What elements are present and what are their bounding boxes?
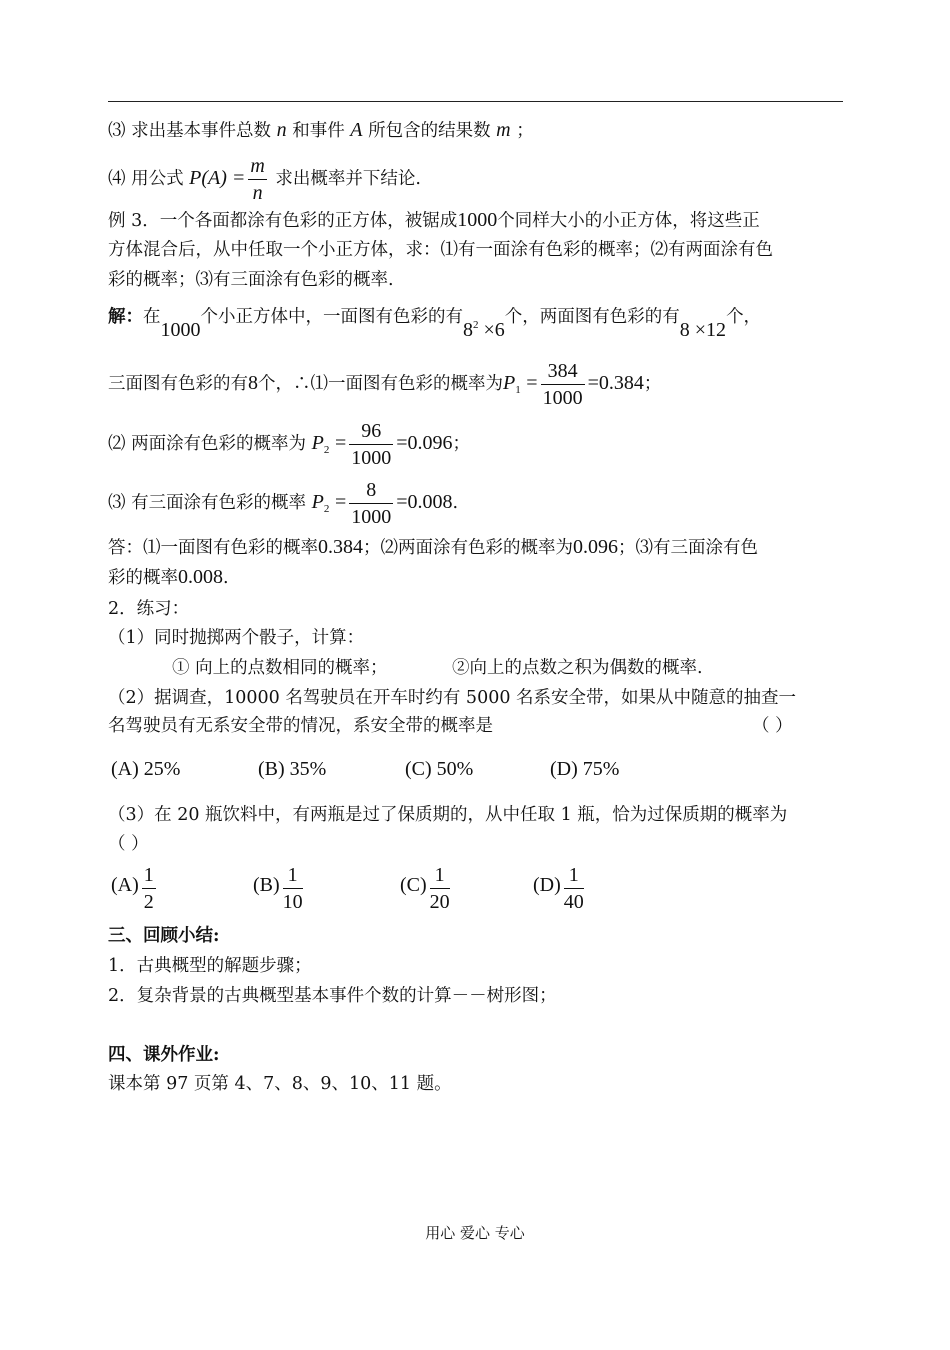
- q3-option-c: [400, 862, 453, 915]
- step-3-line: [108, 118, 534, 143]
- solution-label: 解：: [108, 307, 143, 327]
- frac-den: 1000: [351, 506, 392, 528]
- homework-text: 课本第 97 页第 4、7、8、9、10、11 题。: [108, 1074, 452, 1094]
- result: =0.008: [396, 491, 453, 513]
- header-rule: [108, 101, 843, 102]
- punct: .: [223, 568, 229, 588]
- punct: ；: [516, 121, 534, 141]
- frac-num: 96: [349, 418, 393, 445]
- answer-text: ；⑶有三面涂有色: [618, 538, 758, 558]
- solution-text: 个，两面图有色彩的有: [504, 307, 680, 327]
- frac-den: 20: [430, 888, 450, 915]
- formula-pa: P(A) =: [189, 167, 246, 189]
- solution-text: 个，: [726, 307, 762, 327]
- summary-item-1: 1．古典概型的解题步骤；: [108, 956, 312, 976]
- solution-line-1: [108, 299, 761, 341]
- fraction-p1: [541, 358, 585, 411]
- step-3-text-mid: 和事件: [292, 121, 345, 141]
- example-text: 例 3．一个各面都涂有色彩的正方体，被锯成: [108, 211, 458, 231]
- q2-option-c: (C) 50%: [405, 758, 474, 780]
- var-p: P: [503, 372, 516, 394]
- option-fraction: [283, 862, 303, 915]
- fraction-p2: [349, 418, 393, 471]
- practice-q1b: ②向上的点数之积为偶数的概率.: [452, 658, 703, 678]
- answer-line-2: [108, 565, 229, 590]
- q2-option-b: (B) 35%: [258, 758, 327, 780]
- equals: =: [526, 372, 538, 394]
- subscript: 2: [323, 503, 330, 515]
- answer-line-1: [108, 535, 758, 560]
- var-A: A: [350, 119, 363, 141]
- summary-title: 三、回顾小结:: [108, 926, 220, 946]
- frac-den: 40: [564, 888, 584, 915]
- frac-num: 1: [287, 864, 298, 886]
- expr-times-6: ×6: [478, 319, 505, 341]
- homework-title: 四、课外作业:: [108, 1045, 220, 1065]
- frac-num: 384: [541, 358, 585, 385]
- solution-line-3: [108, 415, 470, 478]
- practice-q1a: ① 向上的点数相同的概率；: [172, 658, 388, 678]
- step-4-text: ⑷ 用公式: [108, 169, 184, 189]
- subscript: 2: [323, 444, 330, 456]
- solution-text: 个，∴⑴一面图有色彩的概率为: [258, 374, 503, 394]
- fraction-m-over-n: [248, 153, 266, 206]
- punct: ；: [452, 434, 470, 454]
- option-fraction: [564, 862, 584, 915]
- option-label: (D): [533, 874, 561, 897]
- frac-num: 8: [349, 477, 393, 504]
- solution-text: 三面图有色彩的有: [108, 374, 248, 394]
- equals: =: [334, 432, 347, 454]
- answer-value: 0.008: [178, 566, 223, 588]
- step-3-text-post: 所包含的结果数: [368, 121, 491, 141]
- q3-option-a: [111, 862, 159, 915]
- q3-option-b: [253, 862, 306, 915]
- fraction-p3: [349, 477, 393, 530]
- frac-num: 1: [568, 864, 579, 886]
- num-1000: 1000: [457, 209, 498, 231]
- step-4-line: [108, 152, 421, 206]
- solution-line-2: [108, 355, 661, 418]
- example-text-b: 个同样大小的小正方体，将这些正: [497, 211, 760, 231]
- result: =0.384: [587, 372, 644, 394]
- answer-text: 彩的概率: [108, 568, 178, 588]
- equals: =: [334, 491, 347, 513]
- q2-option-d: (D) 75%: [550, 758, 620, 780]
- subscript: 1: [515, 384, 521, 396]
- solution-line-4: [108, 474, 458, 537]
- option-fraction: [430, 862, 450, 915]
- solution-text: ⑶ 有三面涂有色彩的概率: [108, 493, 307, 513]
- punct: ；: [643, 374, 662, 394]
- summary-item-2: 2．复杂背景的古典概型基本事件个数的计算－－树形图；: [108, 986, 557, 1006]
- option-fraction: [142, 862, 156, 915]
- frac-den: 2: [142, 888, 156, 915]
- expr-8-times-12: 8 ×12: [679, 319, 727, 341]
- expr-8: 8: [463, 319, 473, 341]
- step-4-text-post: 求出概率并下结论.: [275, 169, 421, 189]
- practice-q3-line1: （3）在 20 瓶饮料中，有两瓶是过了保质期的，从中任取 1 瓶，恰为过保质期的概率为: [108, 805, 788, 825]
- practice-title: 2．练习：: [108, 599, 190, 619]
- var-p: P: [311, 491, 324, 513]
- solution-text: 个小正方体中，一面图有色彩的有: [200, 307, 463, 327]
- step-3-text: ⑶ 求出基本事件总数: [108, 121, 272, 141]
- page-footer: 用心 爱心 专心: [425, 1224, 525, 1242]
- answer-value: 0.384: [318, 536, 363, 558]
- answer-text: 答：⑴一面图有色彩的概率: [108, 538, 318, 558]
- answer-text: ；⑵两面涂有色彩的概率为: [363, 538, 573, 558]
- frac-den: 10: [283, 888, 303, 915]
- example-line-1: [108, 208, 760, 233]
- q3-option-d: [533, 862, 587, 915]
- frac-den: 1000: [542, 387, 583, 409]
- q2-option-a: (A) 25%: [111, 758, 181, 780]
- answer-blank: （ ）: [108, 834, 149, 854]
- frac-num: m: [248, 153, 266, 180]
- practice-q1: （1）同时抛掷两个骰子，计算：: [108, 628, 365, 648]
- var-n: n: [276, 119, 287, 141]
- answer-blank: （ ）: [752, 716, 793, 736]
- punct: .: [452, 493, 459, 513]
- answer-value: 0.096: [573, 536, 618, 558]
- num-8: 8: [248, 372, 258, 394]
- option-label: (C): [400, 874, 427, 897]
- frac-num: 1: [143, 864, 154, 886]
- frac-den: 1000: [351, 447, 392, 469]
- practice-q2-line2: 名驾驶员有无系安全带的情况，系安全带的概率是: [108, 716, 493, 736]
- frac-num: 1: [434, 864, 445, 886]
- result: =0.096: [396, 432, 453, 454]
- option-label: (B): [253, 874, 280, 897]
- option-label: (A): [111, 874, 139, 897]
- frac-den: n: [252, 182, 263, 204]
- superscript: 2: [473, 319, 479, 331]
- example-line-2: 方体混合后，从中任取一个小正方体，求：⑴有一面涂有色彩的概率；⑵有两面涂有色: [108, 240, 773, 260]
- var-p: P: [311, 432, 324, 454]
- solution-text: ⑵ 两面涂有色彩的概率为: [108, 434, 307, 454]
- num-1000: 1000: [160, 319, 201, 341]
- practice-q2-line1: （2）据调查，10000 名驾驶员在开车时约有 5000 名系安全带，如果从中随意的抽查一: [108, 688, 797, 708]
- solution-text: 在: [143, 307, 161, 327]
- var-m: m: [496, 119, 511, 141]
- example-line-3: 彩的概率；⑶有三面涂有色彩的概率.: [108, 270, 394, 290]
